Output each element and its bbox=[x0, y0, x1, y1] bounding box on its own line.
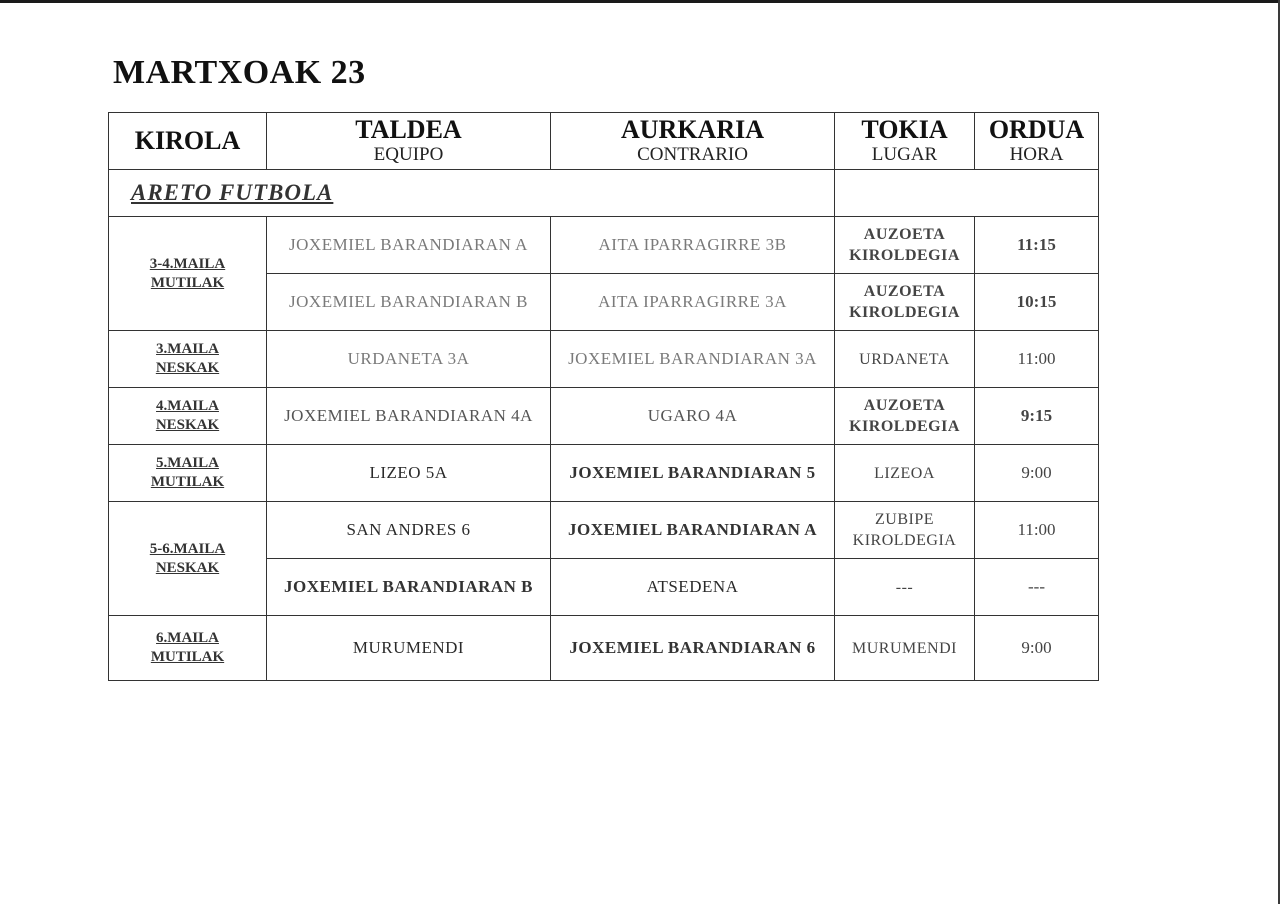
ordua-cell: 11:00 bbox=[975, 331, 1099, 388]
header-aurkaria-label: AURKARIA bbox=[621, 115, 764, 144]
taldea-cell: JOXEMIEL BARANDIARAN 4A bbox=[267, 388, 551, 445]
header-taldea-label: TALDEA bbox=[355, 115, 462, 144]
header-taldea-sublabel: EQUIPO bbox=[373, 144, 444, 165]
page-title: MARTXOAK 23 bbox=[113, 54, 366, 91]
ordua-cell: 9:00 bbox=[975, 445, 1099, 502]
category-line1: 3-4.MAILA bbox=[149, 255, 226, 272]
header-kirola-label: KIROLA bbox=[134, 126, 241, 155]
category-line1: 3.MAILA bbox=[156, 341, 219, 357]
header-taldea bbox=[267, 113, 551, 170]
aurkaria-cell: JOXEMIEL BARANDIARAN A bbox=[551, 502, 835, 559]
tokia-cell bbox=[835, 559, 975, 616]
tokia-cell bbox=[835, 274, 975, 331]
category-cell bbox=[109, 502, 267, 616]
taldea-cell: SAN ANDRES 6 bbox=[267, 502, 551, 559]
tokia-cell bbox=[835, 616, 975, 681]
category-line2: NESKAK bbox=[155, 360, 220, 376]
tokia-line2: KIROLDEGIA bbox=[849, 304, 960, 321]
tokia-cell bbox=[835, 502, 975, 559]
ordua-cell: 11:00 bbox=[975, 502, 1099, 559]
tokia-line1: AUZOETA bbox=[863, 397, 946, 414]
header-tokia-sublabel: LUGAR bbox=[871, 144, 938, 165]
header-kirola bbox=[109, 113, 267, 170]
ordua-cell: 9:00 bbox=[975, 616, 1099, 681]
tokia-line1: URDANETA bbox=[859, 350, 950, 368]
taldea-cell: JOXEMIEL BARANDIARAN B bbox=[267, 559, 551, 616]
tokia-cell bbox=[835, 388, 975, 445]
category-line1: 6.MAILA bbox=[156, 630, 219, 646]
taldea-cell: URDANETA 3A bbox=[267, 331, 551, 388]
tokia-line1: ZUBIPE bbox=[875, 511, 934, 528]
aurkaria-cell: AITA IPARRAGIRRE 3B bbox=[551, 217, 835, 274]
category-line2: MUTILAK bbox=[150, 474, 225, 490]
tokia-line1: --- bbox=[895, 578, 914, 596]
aurkaria-cell: UGARO 4A bbox=[551, 388, 835, 445]
taldea-cell: LIZEO 5A bbox=[267, 445, 551, 502]
header-aurkaria-sublabel: CONTRARIO bbox=[637, 144, 748, 165]
category-line1: 5.MAILA bbox=[156, 455, 219, 471]
table-row bbox=[109, 331, 1099, 388]
table-row bbox=[109, 445, 1099, 502]
header-ordua-sublabel: HORA bbox=[1009, 144, 1064, 165]
ordua-cell: 10:15 bbox=[975, 274, 1099, 331]
aurkaria-cell: AITA IPARRAGIRRE 3A bbox=[551, 274, 835, 331]
tokia-line1: LIZEOA bbox=[874, 464, 935, 482]
tokia-line2: KIROLDEGIA bbox=[849, 418, 960, 435]
category-cell bbox=[109, 331, 267, 388]
table-row bbox=[109, 217, 1099, 274]
section-empty-cell bbox=[835, 170, 1099, 217]
section-row bbox=[109, 170, 1099, 217]
tokia-cell bbox=[835, 445, 975, 502]
header-row bbox=[109, 113, 1099, 170]
category-line1: 4.MAILA bbox=[156, 398, 219, 414]
scan-edge-top bbox=[0, 0, 1280, 3]
header-tokia-label: TOKIA bbox=[861, 115, 948, 144]
category-cell bbox=[109, 217, 267, 331]
taldea-cell: MURUMENDI bbox=[267, 616, 551, 681]
header-aurkaria bbox=[551, 113, 835, 170]
category-cell bbox=[109, 388, 267, 445]
aurkaria-cell: JOXEMIEL BARANDIARAN 5 bbox=[551, 445, 835, 502]
aurkaria-cell: ATSEDENA bbox=[551, 559, 835, 616]
category-line2: NESKAK bbox=[155, 417, 220, 433]
tokia-cell bbox=[835, 217, 975, 274]
section-title: ARETO FUTBOLA bbox=[109, 170, 835, 217]
category-line2: MUTILAK bbox=[150, 649, 225, 665]
taldea-cell: JOXEMIEL BARANDIARAN B bbox=[267, 274, 551, 331]
category-line1: 5-6.MAILA bbox=[149, 540, 226, 557]
aurkaria-cell: JOXEMIEL BARANDIARAN 6 bbox=[551, 616, 835, 681]
category-line2: NESKAK bbox=[155, 559, 220, 576]
tokia-cell bbox=[835, 331, 975, 388]
aurkaria-cell: JOXEMIEL BARANDIARAN 3A bbox=[551, 331, 835, 388]
table-row bbox=[109, 616, 1099, 681]
table-row bbox=[109, 388, 1099, 445]
header-tokia bbox=[835, 113, 975, 170]
taldea-cell: JOXEMIEL BARANDIARAN A bbox=[267, 217, 551, 274]
tokia-line2: KIROLDEGIA bbox=[852, 532, 957, 549]
tokia-line1: AUZOETA bbox=[863, 226, 946, 243]
category-cell bbox=[109, 445, 267, 502]
ordua-cell: 11:15 bbox=[975, 217, 1099, 274]
header-ordua bbox=[975, 113, 1099, 170]
header-ordua-label: ORDUA bbox=[988, 115, 1085, 144]
tokia-line1: AUZOETA bbox=[863, 283, 946, 300]
category-cell bbox=[109, 616, 267, 681]
category-line2: MUTILAK bbox=[150, 274, 225, 291]
schedule-table bbox=[108, 112, 1099, 681]
ordua-cell: 9:15 bbox=[975, 388, 1099, 445]
tokia-line1: MURUMENDI bbox=[852, 639, 957, 657]
tokia-line2: KIROLDEGIA bbox=[849, 247, 960, 264]
table-row bbox=[109, 502, 1099, 559]
ordua-cell: --- bbox=[975, 559, 1099, 616]
